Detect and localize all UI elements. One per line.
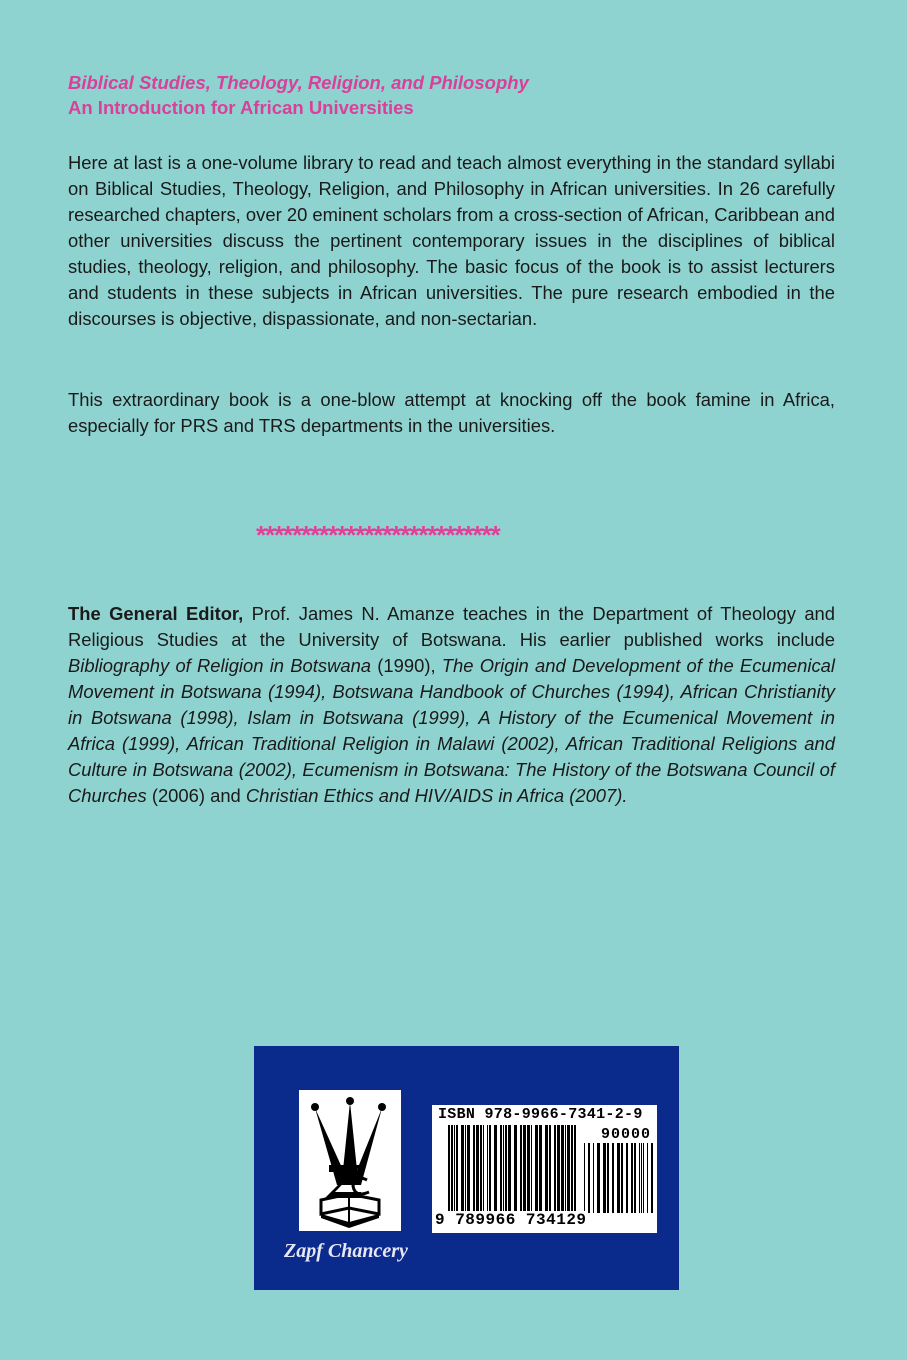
bio-title: Christian Ethics and HIV/AIDS in Africa (2007). xyxy=(245,785,628,806)
editor-lead: The General Editor, xyxy=(68,603,244,624)
barcode-bar xyxy=(523,1125,526,1213)
publisher-panel xyxy=(254,1046,679,1290)
barcode-bar xyxy=(487,1125,488,1213)
barcode-bar xyxy=(607,1143,609,1213)
barcode-bar xyxy=(634,1143,636,1213)
barcode-bar xyxy=(639,1143,640,1213)
barcode-bar xyxy=(651,1143,653,1213)
barcode-bar xyxy=(554,1125,556,1213)
barcode-bar xyxy=(505,1125,507,1213)
barcode-digits: 9 789966 734129 xyxy=(435,1211,587,1229)
barcode-bar xyxy=(456,1125,458,1213)
barcode-bar xyxy=(626,1143,628,1213)
barcode-bar xyxy=(567,1125,570,1213)
isbn-barcode xyxy=(432,1105,657,1233)
publisher-name: Zapf Chancery xyxy=(284,1240,408,1262)
bio-text: Prof. James N. Amanze teaches in the Department of Theology and Religious Studies at the University of Botswana. His earlier published works include xyxy=(68,603,835,650)
barcode-bar xyxy=(465,1125,466,1213)
barcode-bar xyxy=(535,1125,538,1213)
barcode-bar xyxy=(565,1125,566,1213)
barcode-bar xyxy=(643,1143,644,1213)
barcode-bar xyxy=(503,1125,504,1213)
barcode-bar xyxy=(545,1125,548,1213)
crown-book-logo-icon xyxy=(299,1090,401,1231)
barcode-bar xyxy=(612,1143,614,1213)
barcode-bar xyxy=(454,1125,455,1213)
barcode-bar xyxy=(527,1125,530,1213)
barcode-bar xyxy=(461,1125,464,1213)
barcode-bar xyxy=(603,1143,606,1213)
barcode-bar xyxy=(483,1125,484,1213)
barcode-bar xyxy=(531,1125,532,1213)
barcode-bar xyxy=(520,1125,522,1213)
bio-text: (2006) and xyxy=(146,785,246,806)
book-subtitle: An Introduction for African Universities xyxy=(68,97,414,118)
barcode-bar xyxy=(588,1143,590,1213)
barcode-bar xyxy=(571,1125,573,1213)
barcode-bar xyxy=(597,1143,600,1213)
barcode-bar xyxy=(631,1143,633,1213)
barcode-bar xyxy=(489,1125,491,1213)
isbn-label: ISBN 978-9966-7341-2-9 xyxy=(438,1106,643,1123)
bio-text: (1990), xyxy=(371,655,442,676)
barcode-bar xyxy=(617,1143,620,1213)
publisher-logo xyxy=(299,1090,401,1231)
editor-bio xyxy=(68,601,835,809)
book-title: Biblical Studies, Theology, Religion, and Philosophy xyxy=(68,72,529,93)
barcode-bar xyxy=(557,1125,560,1213)
barcode-bar xyxy=(500,1125,502,1213)
barcode-bar xyxy=(561,1125,564,1213)
barcode-bar xyxy=(476,1125,479,1213)
barcode-bar xyxy=(539,1125,542,1213)
book-title-block xyxy=(68,70,529,120)
barcode-bar xyxy=(593,1143,594,1213)
star-divider: *************************** xyxy=(256,520,500,550)
barcode-bar xyxy=(647,1143,648,1213)
bio-title: Bibliography of Religion in Botswana xyxy=(68,655,372,676)
barcode-bar xyxy=(641,1143,642,1213)
barcode-bar xyxy=(549,1125,551,1213)
barcode-bar xyxy=(473,1125,475,1213)
barcode-bar xyxy=(494,1125,497,1213)
bio-titles: The Origin and Development of the Ecumenical Movement in Botswana (1994), Botswana Handbook of Churches (1994), African Christianity in Botswana (1998), Islam in Botswana (1999), A History of the Ecumenical Movement in Africa (1999), African Traditional Religion in Malawi (2002), African Traditional Religions and Culture in Botswana (2002), Ecumenism in Botswana: The History of the Botswana Council of Churches xyxy=(68,655,835,806)
description-paragraph-2: This extraordinary book is a one-blow attempt at knocking off the book famine in Africa, especially for PRS and TRS departments in the universities. xyxy=(68,389,835,436)
barcode-bar xyxy=(480,1125,482,1213)
description-paragraph: Here at last is a one-volume library to read and teach almost everything in the standard syllabi on Biblical Studies, Theology, Religion, and Philosophy in African universities. In 26 carefully researched chapters, over 20 eminent scholars from a cross-section of African, Caribbean and other universities discuss the pertinent contemporary issues in the disciplines of biblical studies, theology, religion, and philosophy. The basic focus of the book is to assist lecturers and students in these subjects in African universities. The pure research embodied in the discourses is objective, dispassionate, and non-sectarian. xyxy=(68,152,835,329)
barcode-addon: 90000 xyxy=(600,1126,651,1143)
barcode-bar xyxy=(508,1125,511,1213)
barcode-bar xyxy=(584,1143,585,1213)
barcode-bar xyxy=(621,1143,623,1213)
barcode-bar xyxy=(467,1125,470,1213)
